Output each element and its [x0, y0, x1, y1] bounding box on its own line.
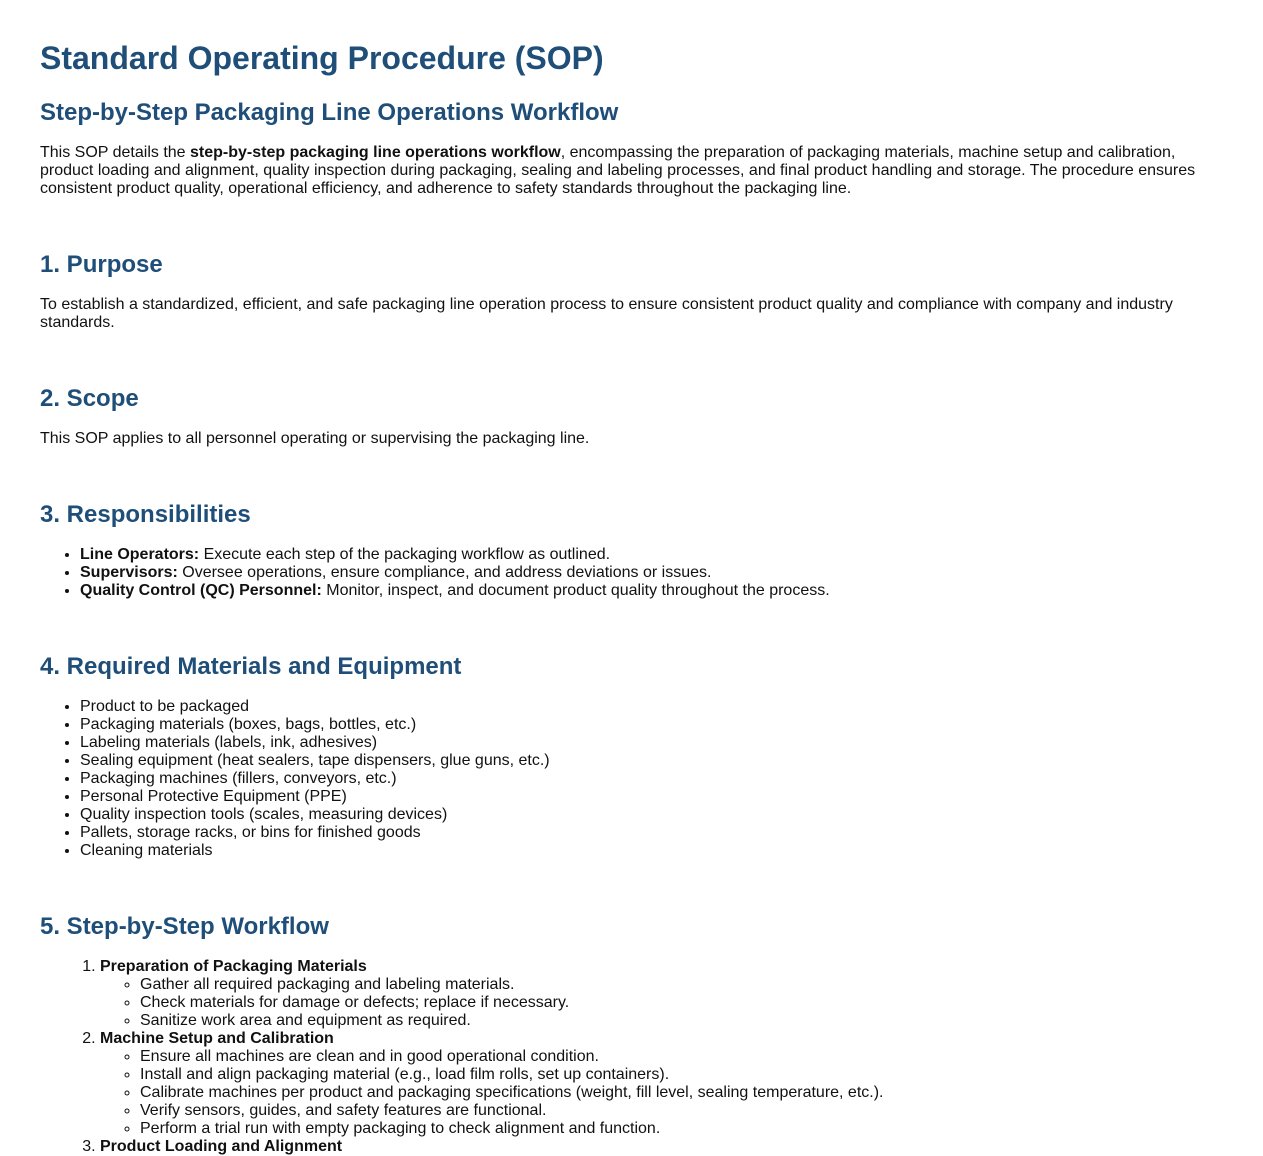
list-item: • Cleaning materials [80, 842, 1223, 860]
list-item [80, 564, 1223, 582]
list-item: • Product to be packaged [80, 698, 1223, 716]
role-label: Line Operators: [80, 546, 200, 563]
workflow-steps-list [40, 958, 1223, 1156]
list-item: ◦ Ensure all machines are clean and in good operational condition. [140, 1048, 1223, 1066]
step-title: Machine Setup and Calibration [100, 1030, 334, 1047]
step-substeps [100, 976, 1223, 1030]
list-item: • Packaging materials (boxes, bags, bottles, etc.) [80, 716, 1223, 734]
step-title: Product Loading and Alignment [100, 1138, 343, 1155]
workflow-step [100, 958, 1223, 1030]
list-item: ◦ Install and align packaging material (e.g., load film rolls, set up containers). [140, 1066, 1223, 1084]
workflow-step [100, 1030, 1223, 1138]
role-label: Supervisors: [80, 564, 178, 581]
materials-list [40, 698, 1223, 860]
role-description: Monitor, inspect, and document product quality throughout the process. [321, 582, 830, 599]
responsibilities-heading: 3. Responsibilities [40, 501, 251, 528]
list-item [80, 582, 1223, 600]
intro-paragraph [40, 144, 1223, 198]
workflow-section [40, 912, 1223, 1156]
step-title: Preparation of Packaging Materials [100, 958, 367, 975]
purpose-text: To establish a standardized, efficient, and safe packaging line operation process to ensure consistent product quality and compliance with company and industry standards. [40, 296, 1173, 331]
materials-heading: 4. Required Materials and Equipment [40, 653, 462, 680]
workflow-step [100, 1138, 1223, 1156]
responsibilities-section [40, 500, 1223, 600]
intro-suffix: , encompassing the preparation of packaging materials, machine setup and calibration, product loading and alignment, quality inspection during packaging, sealing and labeling processes, and final product handling and storage. The procedure ensures consistent product quality, operational efficiency, and adherence to safety standards throughout the packaging line. [40, 144, 1196, 197]
list-item: ◦ Sanitize work area and equipment as required. [140, 1012, 1223, 1030]
materials-section [40, 652, 1223, 860]
page-title: Standard Operating Procedure (SOP) [40, 40, 604, 76]
list-item: • Personal Protective Equipment (PPE) [80, 788, 1223, 806]
workflow-heading: 5. Step-by-Step Workflow [40, 913, 329, 940]
list-item: ◦ Verify sensors, guides, and safety features are functional. [140, 1102, 1223, 1120]
role-label: Quality Control (QC) Personnel: [80, 582, 322, 599]
intro-prefix: This SOP details the [40, 144, 190, 161]
purpose-heading: 1. Purpose [40, 251, 163, 278]
step-substeps [100, 1048, 1223, 1138]
list-item: • Labeling materials (labels, ink, adhesives) [80, 734, 1223, 752]
list-item [80, 546, 1223, 564]
role-description: Oversee operations, ensure compliance, and address deviations or issues. [177, 564, 712, 581]
list-item: ◦ Gather all required packaging and labeling materials. [140, 976, 1223, 994]
responsibilities-list [40, 546, 1223, 600]
page-subtitle: Step-by-Step Packaging Line Operations Workflow [40, 99, 619, 126]
list-item: • Pallets, storage racks, or bins for finished goods [80, 824, 1223, 842]
purpose-section [40, 250, 1223, 332]
scope-text: This SOP applies to all personnel operating or supervising the packaging line. [40, 430, 590, 447]
list-item: • Quality inspection tools (scales, measuring devices) [80, 806, 1223, 824]
role-description: Execute each step of the packaging workflow as outlined. [199, 546, 611, 563]
intro-bold: step-by-step packaging line operations workflow [190, 144, 561, 161]
scope-section [40, 384, 1223, 448]
list-item: • Packaging machines (fillers, conveyors, etc.) [80, 770, 1223, 788]
list-item: • Sealing equipment (heat sealers, tape dispensers, glue guns, etc.) [80, 752, 1223, 770]
scope-heading: 2. Scope [40, 385, 139, 412]
list-item: ◦ Calibrate machines per product and packaging specifications (weight, fill level, sealing temperature, etc.). [140, 1084, 1223, 1102]
list-item: ◦ Perform a trial run with empty packaging to check alignment and function. [140, 1120, 1223, 1138]
list-item: ◦ Check materials for damage or defects; replace if necessary. [140, 994, 1223, 1012]
